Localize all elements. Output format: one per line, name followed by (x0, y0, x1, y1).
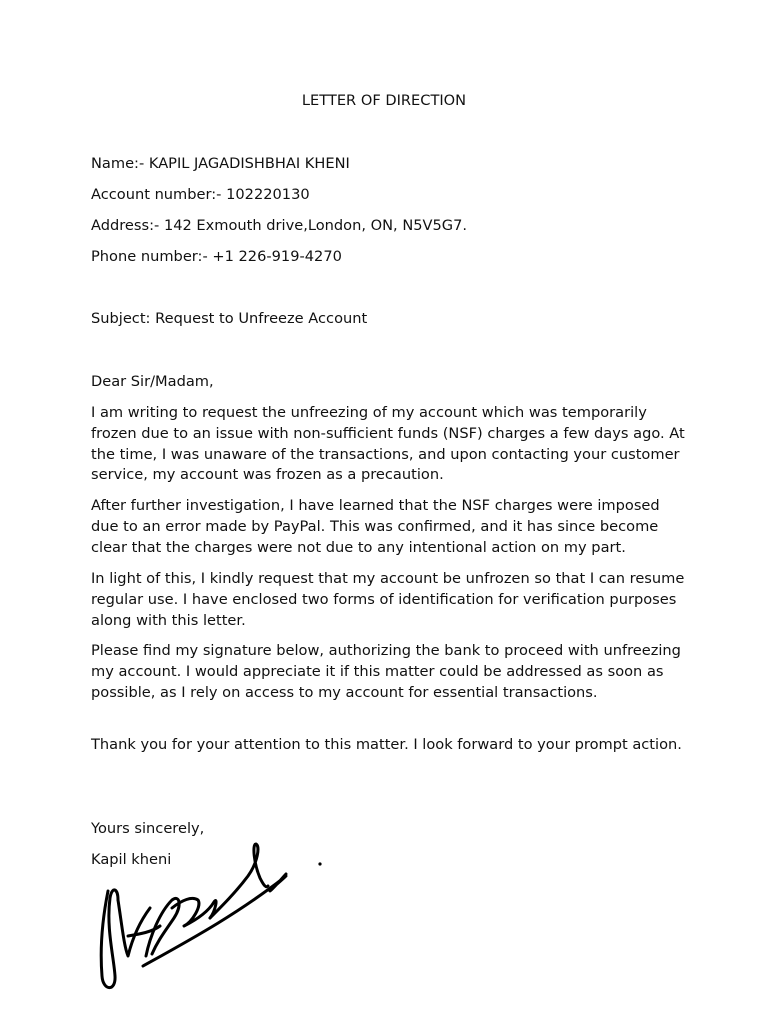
body-paragraph-1: I am writing to request the unfreezing of my account which was temporarily frozen due to an issue with non-sufficient funds (NSF) charges a few days ago. At the time, I was unaware of the transactions, and upon contacting your customer service, my account was frozen as a precaution. (91, 404, 685, 484)
name-line: Name:- KAPIL JAGADISHBHAI KHENI (91, 155, 350, 172)
body-paragraph-5: Thank you for your attention to this matter. I look forward to your prompt action. (91, 736, 682, 753)
handwritten-signature (88, 836, 338, 996)
body-paragraph-3: In light of this, I kindly request that my account be unfrozen so that I can resume regular use. I have enclosed two forms of identification for verification purposes along with this letter. (91, 570, 685, 629)
subject-line: Subject: Request to Unfreeze Account (91, 310, 368, 327)
address-line: Address:- 142 Exmouth drive,London, ON, N5V5G7. (91, 217, 468, 234)
closing: Yours sincerely, (91, 820, 205, 837)
body-paragraph-4: Please find my signature below, authorizing the bank to proceed with unfreezing my account. I would appreciate it if this matter could be addressed as soon as possible, as I rely on access to my account for essential transactions. (91, 642, 681, 701)
letter-title: LETTER OF DIRECTION (301, 92, 467, 109)
account-number-line: Account number:- 102220130 (91, 186, 310, 203)
body-paragraph-2: After further investigation, I have learned that the NSF charges were imposed due to an error made by PayPal. This was confirmed, and it has since become clear that the charges were not due to any intentional action on my part. (91, 497, 660, 556)
signer-name: Kapil kheni (91, 851, 172, 868)
phone-number-line: Phone number:- +1 226-919-4270 (91, 248, 342, 265)
salutation: Dear Sir/Madam, (91, 373, 214, 390)
